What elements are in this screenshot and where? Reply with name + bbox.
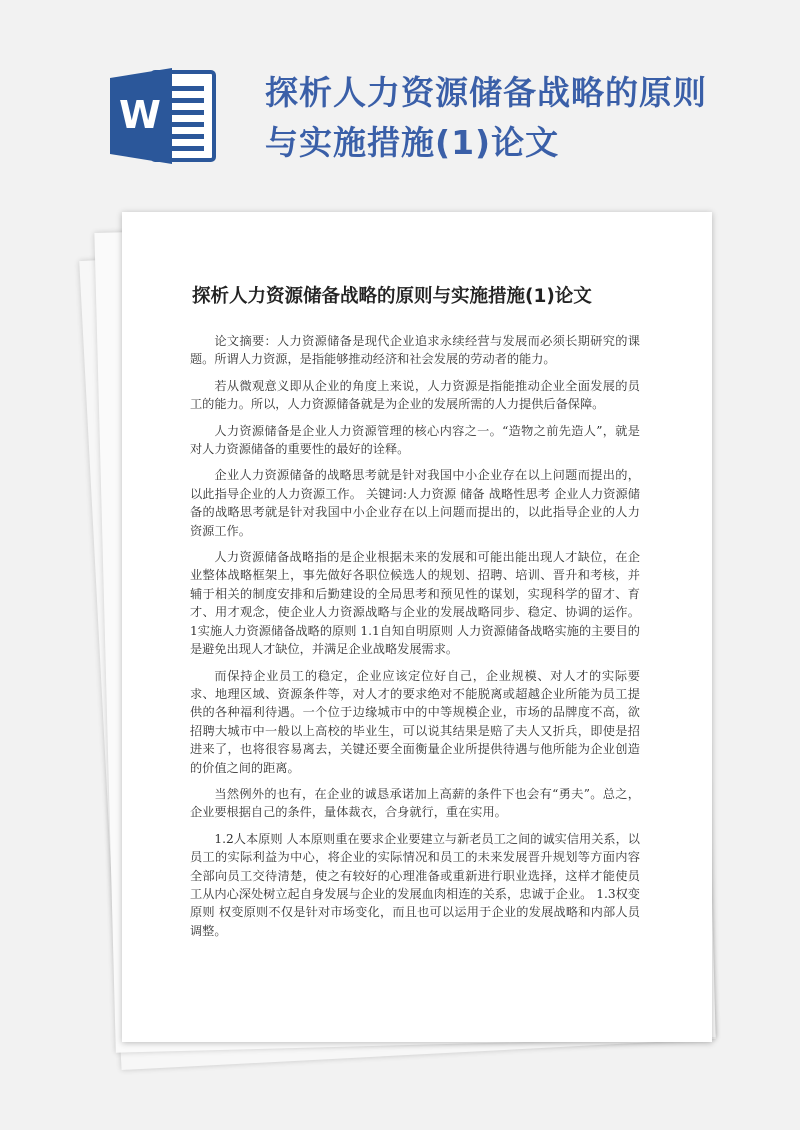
svg-text:W: W <box>119 93 161 137</box>
header-banner <box>0 0 800 200</box>
paragraph: 若从微观意义即从企业的角度上来说，人力资源是指能推动企业全面发展的员工的能力。所以，人力资源储备就是为企业的发展所需的人力提供后备保障。 <box>190 378 640 412</box>
paragraph: 1.2人本原则 人本原则重在要求企业要建立与新老员工之间的诚实信用关系，以员工的实际利益为中心，将企业的实际情况和员工的未来发展晋升规划等方面内容全部向员工交待清楚，使之有较好的心理准备或重新进行职业选择，这样才能使员工从内心深处树立起自身发展与企业的发展血肉相连的关系，忠诚于企业。 1.3权变原则 权变原则不仅是针对市场变化，而且也可以运用于企业的发展战略和内部人员调整。 <box>190 831 640 938</box>
paragraph: 论文摘要：人力资源储备是现代企业追求永续经营与发展而必须长期研究的课题。所谓人力资源，是指能够推动经济和社会发展的劳动者的能力。 <box>190 334 640 367</box>
word-icon <box>110 68 220 164</box>
header-title <box>265 68 765 168</box>
document-body <box>190 332 640 948</box>
document-title: 探析人力资源储备战略的原则与实施措施(1)论文 <box>192 286 592 307</box>
paragraph: 当然例外的也有，在企业的诚恳承诺加上高薪的条件下也会有“勇夫”。总之，企业要根据自己的条件，量体裁衣，合身就行，重在实用。 <box>190 786 640 820</box>
paragraph: 人力资源储备战略指的是企业根据未来的发展和可能出能出现人才缺位，在企业整体战略框架上，事先做好各职位候选人的规划、招聘、培训、晋升和考核，并辅于相关的制度安排和后勤建设的全局思考和预见性的谋划，实现科学的留才、育才、用才观念，使企业人力资源战略与企业的发展战略同步、稳定、协调的运作。 1实施人力资源储备战略的原则 1.1自知自明原则 人力资源储备战略实施的主要目的是避免出现人才缺位，并满足企业战略发展需求。 <box>190 550 640 657</box>
paragraph: 而保持企业员工的稳定，企业应该定位好自己，企业规模、对人才的实际要求、地理区域、资源条件等，对人才的要求绝对不能脱离或超越企业所能为员工提供的各种福利待遇。一个位于边缘城市中的中等规模企业，市场的品牌度不高，欲招聘大城市中一般以上高校的毕业生，可以说其结果是赔了夫人又折兵，即使是招进来了，也将很容易离去，关键还要全面衡量企业所提供待遇与他所能为企业创造的价值之间的距离。 <box>190 668 640 775</box>
paragraph: 人力资源储备是企业人力资源管理的核心内容之一。“造物之前先造人”，就是对人力资源储备的重要性的最好的诠释。 <box>190 423 640 457</box>
document-page <box>122 212 712 1042</box>
header-title-line1: 探析人力资源储备战略的原则 <box>265 73 707 112</box>
header-title-line2: 与实施措施(1)论文 <box>265 123 560 162</box>
paragraph: 企业人力资源储备的战略思考就是针对我国中小企业存在以上问题而提出的，以此指导企业的人力资源工作。 关键词:人力资源 储备 战略性思考 企业人力资源储备的战略思考就是针对我国中小企业存在以上问题而提出的，以此指导企业的人力资源工作。 <box>190 468 640 538</box>
